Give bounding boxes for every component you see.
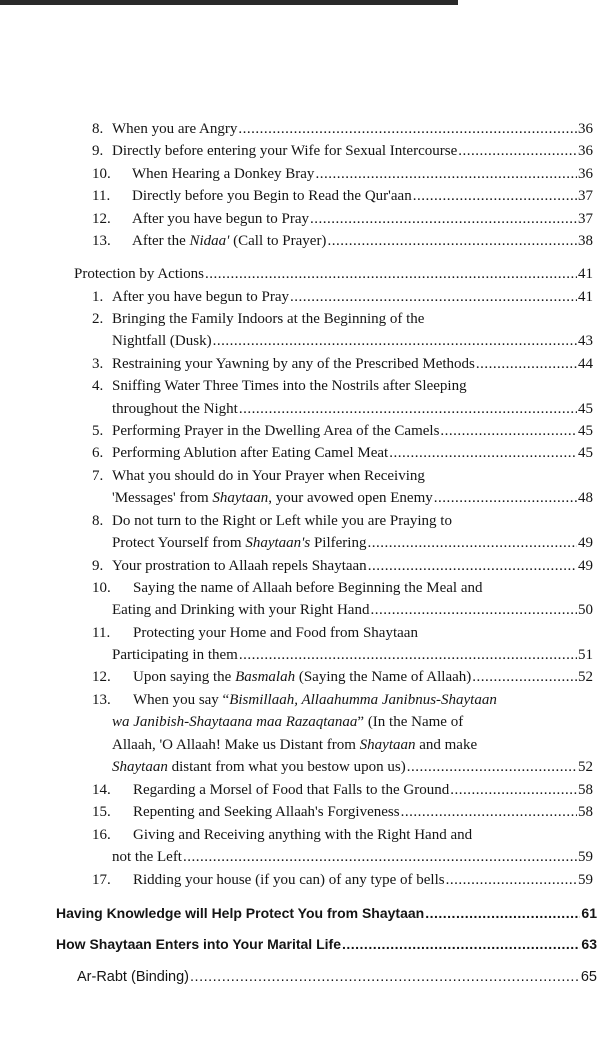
dot-leader: [450, 780, 577, 800]
entry-title-line: Saying the name of Allaah before Beginning the Meal and: [133, 580, 483, 596]
entry-number: 15.: [92, 804, 111, 820]
entry-title: Upon saying the Basmalah (Saying the Name of Allaah): [133, 669, 472, 685]
entry-title-line: throughout the Night: [112, 401, 238, 417]
entry-title: Ridding your house (if you can) of any type of bells: [133, 872, 445, 888]
page-number: 36: [578, 166, 593, 182]
page-number: 52: [578, 669, 593, 685]
entry-title-line: What you should do in Your Prayer when Receiving: [112, 468, 425, 484]
page-number: 36: [578, 143, 593, 159]
toc-entry: [92, 231, 593, 251]
page-number: 37: [578, 188, 593, 204]
dot-leader: [342, 934, 580, 954]
entry-title: Repenting and Seeking Allaah's Forgiveness: [133, 804, 400, 820]
dot-leader: [239, 399, 577, 419]
toc-entry: [92, 141, 593, 161]
entry-title: Your prostration to Allaah repels Shaytaan: [112, 558, 367, 574]
entry-title-line: Protect Yourself from Shaytaan's Pilfering: [112, 535, 367, 551]
dot-leader: [472, 667, 577, 687]
entry-number: 7.: [92, 468, 104, 484]
entry-title-line: Giving and Receiving anything with the Right Hand and: [133, 827, 473, 843]
toc-entry: [112, 331, 593, 351]
dot-leader: [367, 533, 577, 553]
entry-title-line: Eating and Drinking with your Right Hand: [112, 602, 370, 618]
page-number: 61: [581, 905, 597, 921]
dot-leader: [315, 164, 577, 184]
entry-title: After the Nidaa' (Call to Prayer): [132, 233, 327, 249]
entry-number: 8.: [92, 121, 104, 137]
toc-entry: [92, 443, 593, 463]
dot-leader: [425, 903, 580, 923]
entry-title: Restraining your Yawning by any of the Prescribed Methods: [112, 356, 475, 372]
dot-leader: [290, 287, 577, 307]
toc-entry: [92, 354, 593, 374]
chapter-heading-knowledge: [56, 903, 597, 923]
dot-leader: [370, 600, 577, 620]
entry-title: Directly before you Begin to Read the Qur'aan: [132, 188, 412, 204]
entry-title-line: not the Left: [112, 849, 182, 865]
entry-title: Directly before entering your Wife for Sexual Intercourse: [112, 143, 458, 159]
entry-title-line: When you say “Bismillaah, Allaahumma Janibnus-Shaytaan: [133, 692, 497, 708]
entry-number: 10.: [92, 166, 111, 182]
page-number: 36: [578, 121, 593, 137]
entry-number: 1.: [92, 289, 104, 305]
toc-entry: [112, 488, 593, 508]
toc-entry: [112, 757, 593, 777]
page-number: 43: [578, 333, 593, 349]
entry-number: 11.: [92, 188, 111, 204]
section-title: Ar-Rabt (Binding): [77, 969, 190, 985]
page-number: 59: [578, 872, 593, 888]
dot-leader: [238, 119, 577, 139]
entry-title: Performing Prayer in the Dwelling Area of the Camels: [112, 423, 440, 439]
entry-number: 9.: [92, 143, 104, 159]
entry-title-line: Nightfall (Dusk): [112, 333, 212, 349]
entry-title: Performing Ablution after Eating Camel Meat: [112, 445, 389, 461]
entry-title-line: Shaytaan distant from what you bestow upon us): [112, 759, 406, 775]
dot-leader: [205, 264, 577, 284]
entry-title-line: Protecting your Home and Food from Shaytaan: [133, 625, 418, 641]
toc-entry: [92, 186, 593, 206]
section-heading-protection-by-actions: [74, 264, 593, 284]
dot-leader: [190, 967, 580, 987]
entry-title: Regarding a Morsel of Food that Falls to the Ground: [133, 782, 450, 798]
entry-number: 14.: [92, 782, 111, 798]
entry-number: 8.: [92, 513, 104, 529]
dot-leader: [407, 757, 577, 777]
entry-number: 12.: [92, 211, 111, 227]
entry-number: 6.: [92, 445, 104, 461]
dot-leader: [440, 421, 577, 441]
chapter-heading-marital-life: [56, 934, 597, 954]
dot-leader: [434, 488, 577, 508]
toc-entry: [112, 399, 593, 419]
entry-number: 9.: [92, 558, 104, 574]
toc-entry: [92, 421, 593, 441]
page-number: 49: [578, 535, 593, 551]
entry-number: 5.: [92, 423, 104, 439]
page-number: 52: [578, 759, 593, 775]
entry-number: 13.: [92, 692, 111, 708]
page-number: 41: [578, 266, 593, 282]
entry-number: 12.: [92, 669, 111, 685]
toc-entry: [112, 847, 593, 867]
dot-leader: [213, 331, 577, 351]
page-number: 58: [578, 782, 593, 798]
dot-leader: [389, 443, 577, 463]
entry-number: 4.: [92, 378, 104, 394]
entry-title-line: 'Messages' from Shaytaan, your avowed open Enemy: [112, 490, 433, 506]
page-number: 50: [578, 602, 593, 618]
page-number: 38: [578, 233, 593, 249]
entry-number: 13.: [92, 233, 111, 249]
entry-number: 17.: [92, 872, 111, 888]
page-number: 45: [578, 423, 593, 439]
page-number: 63: [581, 936, 597, 952]
page-number: 48: [578, 490, 593, 506]
page-number: 44: [578, 356, 593, 372]
chapter-title: Having Knowledge will Help Protect You from Shaytaan: [56, 905, 425, 921]
toc-entry: [92, 287, 593, 307]
entry-title: After you have begun to Pray: [112, 289, 290, 305]
entry-number: 16.: [92, 827, 111, 843]
dot-leader: [476, 354, 577, 374]
entry-title-line: wa Janibish-Shaytaana maa Razaqtanaa” (In the Name of: [112, 714, 464, 730]
page-number: 59: [578, 849, 593, 865]
dot-leader: [458, 141, 577, 161]
toc-entry: [92, 164, 593, 184]
toc-entry: [92, 802, 593, 822]
dot-leader: [239, 645, 577, 665]
toc-entry: [112, 645, 593, 665]
page-number: 65: [580, 969, 597, 985]
entry-title-line: Sniffing Water Three Times into the Nostrils after Sleeping: [112, 378, 467, 394]
page-number: 49: [578, 558, 593, 574]
dot-leader: [183, 847, 577, 867]
entry-title-line: Allaah, 'O Allaah! Make us Distant from Shaytaan and make: [112, 737, 478, 753]
toc-entry: [92, 780, 593, 800]
toc-entry: [92, 870, 593, 890]
dot-leader: [310, 209, 577, 229]
page-number: 41: [578, 289, 593, 305]
section-title: Protection by Actions: [74, 266, 204, 282]
entry-number: 3.: [92, 356, 104, 372]
entry-number: 11.: [92, 625, 111, 641]
page-number: 45: [578, 445, 593, 461]
toc-entry: [92, 667, 593, 687]
entry-number: 10.: [92, 580, 111, 596]
entry-title-line: Do not turn to the Right or Left while you are Praying to: [112, 513, 452, 529]
entry-title: When Hearing a Donkey Bray: [132, 166, 315, 182]
toc-entry: [92, 119, 593, 139]
dot-leader: [446, 870, 577, 890]
chapter-title: How Shaytaan Enters into Your Marital Life: [56, 936, 341, 952]
section-heading-ar-rabt: [77, 967, 597, 987]
dot-leader: [413, 186, 577, 206]
entry-title-line: Participating in them: [112, 647, 238, 663]
dot-leader: [327, 231, 577, 251]
toc-entry: [112, 533, 593, 553]
dot-leader: [368, 556, 577, 576]
toc-entry: [112, 600, 593, 620]
page-number: 37: [578, 211, 593, 227]
entry-title-line: Bringing the Family Indoors at the Beginning of the: [112, 311, 425, 327]
entry-title: When you are Angry: [112, 121, 238, 137]
page-number: 58: [578, 804, 593, 820]
entry-number: 2.: [92, 311, 104, 327]
page-number: 45: [578, 401, 593, 417]
toc-entry: [92, 556, 593, 576]
toc-entry: [92, 209, 593, 229]
dot-leader: [401, 802, 577, 822]
entry-title: After you have begun to Pray: [132, 211, 310, 227]
page-number: 51: [578, 647, 593, 663]
